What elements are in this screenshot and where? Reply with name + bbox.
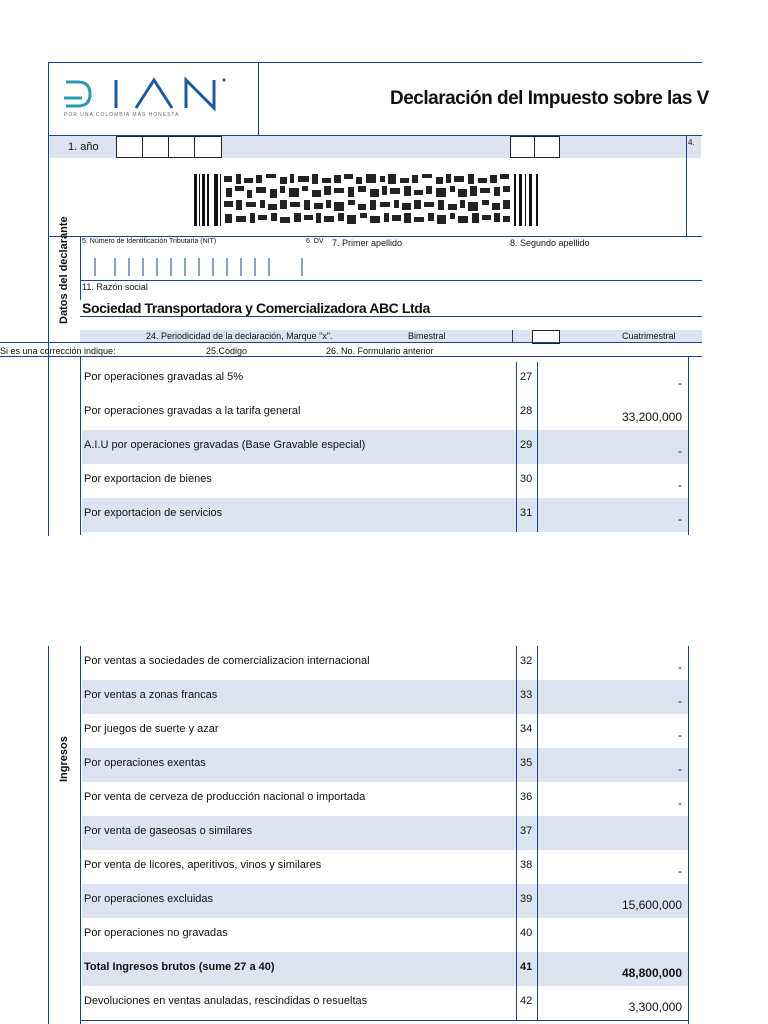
row-number: 28 [516,396,538,430]
correccion-label: Si es una corrección indique: [0,346,116,356]
nit-input[interactable] [94,258,274,276]
row-number: 31 [516,498,538,532]
row-description: Por exportacion de bienes [84,473,212,485]
barcode-graphic [194,174,542,226]
form-anterior-label: 26. No. Formulario anterior [326,346,434,356]
row-value[interactable]: 48,800,000 [621,966,682,980]
row-value[interactable]: - [678,512,682,526]
row-value[interactable]: - [678,796,682,810]
table-row [82,498,688,532]
row-number: 42 [516,986,538,1020]
nit-label: 5. Número de Identificación Tributaria (NIT) [82,238,217,245]
row-description: Por operaciones excluidas [84,893,214,905]
side-label-declarante: Datos del declarante [58,216,70,324]
row-value[interactable]: - [678,660,682,674]
row-number: 41 [516,952,538,986]
row-description: Devoluciones en ventas anuladas, rescindidas o resueltas [84,995,368,1007]
dian-logo [64,74,234,122]
form-title: Declaración del Impuesto sobre las V [390,88,709,109]
row-number: 29 [516,430,538,464]
table-row-total [82,952,688,986]
nit-digit-boxes [94,258,314,276]
row-value[interactable]: - [678,694,682,708]
barcode-image [194,174,542,226]
row-value[interactable]: 3,300,000 [628,1000,682,1014]
row-description: A.I.U por operaciones gravadas (Base Gravable especial) [84,439,366,451]
field4-label: 4. [688,138,695,147]
row-value[interactable]: - [678,728,682,742]
table-row [82,646,688,680]
row-description: Por venta de cerveza de producción nacional o importada [84,791,366,803]
row-description: Por operaciones no gravadas [84,927,228,939]
row-number: 27 [516,362,538,396]
razon-social-label: 11. Razón social [82,282,148,292]
table-row [82,714,688,748]
year-label: 1. año [68,141,99,153]
row-number: 33 [516,680,538,714]
row-value[interactable]: - [678,864,682,878]
table-row [82,816,688,850]
field4-input[interactable] [510,136,560,158]
row-description: Por operaciones exentas [84,757,206,769]
row-number: 35 [516,748,538,782]
row-number: 30 [516,464,538,498]
primer-apellido-label: 7. Primer apellido [332,238,403,248]
table-row [82,464,688,498]
table-row [82,396,688,430]
row-value[interactable]: - [678,762,682,776]
row-number: 39 [516,884,538,918]
dian-logo-graphic [64,74,234,114]
row-description: Por ventas a zonas francas [84,689,218,701]
row-value[interactable]: - [678,376,682,390]
table-row [82,782,688,816]
row-value[interactable]: 15,600,000 [621,898,682,912]
table-row [82,680,688,714]
codigo-label: 25.Código [206,346,248,356]
row-value[interactable]: - [678,478,682,492]
row-number: 40 [516,918,538,952]
row-number: 34 [516,714,538,748]
segundo-apellido-label: 8. Segundo apellido [510,238,590,248]
row-number: 37 [516,816,538,850]
dian-logo-tagline: POR UNA COLOMBIA MÁS HONESTA [64,112,180,118]
table-row [82,850,688,884]
cuatrimestral-label: Cuatrimestral [622,331,676,341]
side-label-ingresos: Ingresos [58,736,70,782]
razon-social-value[interactable]: Sociedad Transportadora y Comercializadora ABC Ltda [82,300,430,316]
dv-label: 6. DV [306,238,324,245]
row-number: 36 [516,782,538,816]
table-row [82,748,688,782]
row-description: Por exportacion de servicios [84,507,223,519]
row-number: 38 [516,850,538,884]
table-row [82,986,688,1020]
table-row [82,884,688,918]
row-number: 32 [516,646,538,680]
table-row [82,362,688,396]
row-description: Por operaciones gravadas al 5% [84,371,243,383]
table-row [82,918,688,952]
row-description: Total Ingresos brutos (sume 27 a 40) [84,961,275,973]
row-value[interactable]: 33,200,000 [621,410,682,424]
year-input[interactable] [116,136,222,158]
row-description: Por operaciones gravadas a la tarifa general [84,405,301,417]
bimestral-label: Bimestral [408,331,446,341]
table-row [82,430,688,464]
row-description: Por venta de licores, aperitivos, vinos y similares [84,859,322,871]
row-description: Por ventas a sociedades de comercializacion internacional [84,655,370,667]
periodicidad-label: 24. Periodicidad de la declaración, Marque "x". [146,331,333,341]
row-value[interactable]: - [678,444,682,458]
row-description: Por venta de gaseosas o similares [84,825,253,837]
row-description: Por juegos de suerte y azar [84,723,219,735]
